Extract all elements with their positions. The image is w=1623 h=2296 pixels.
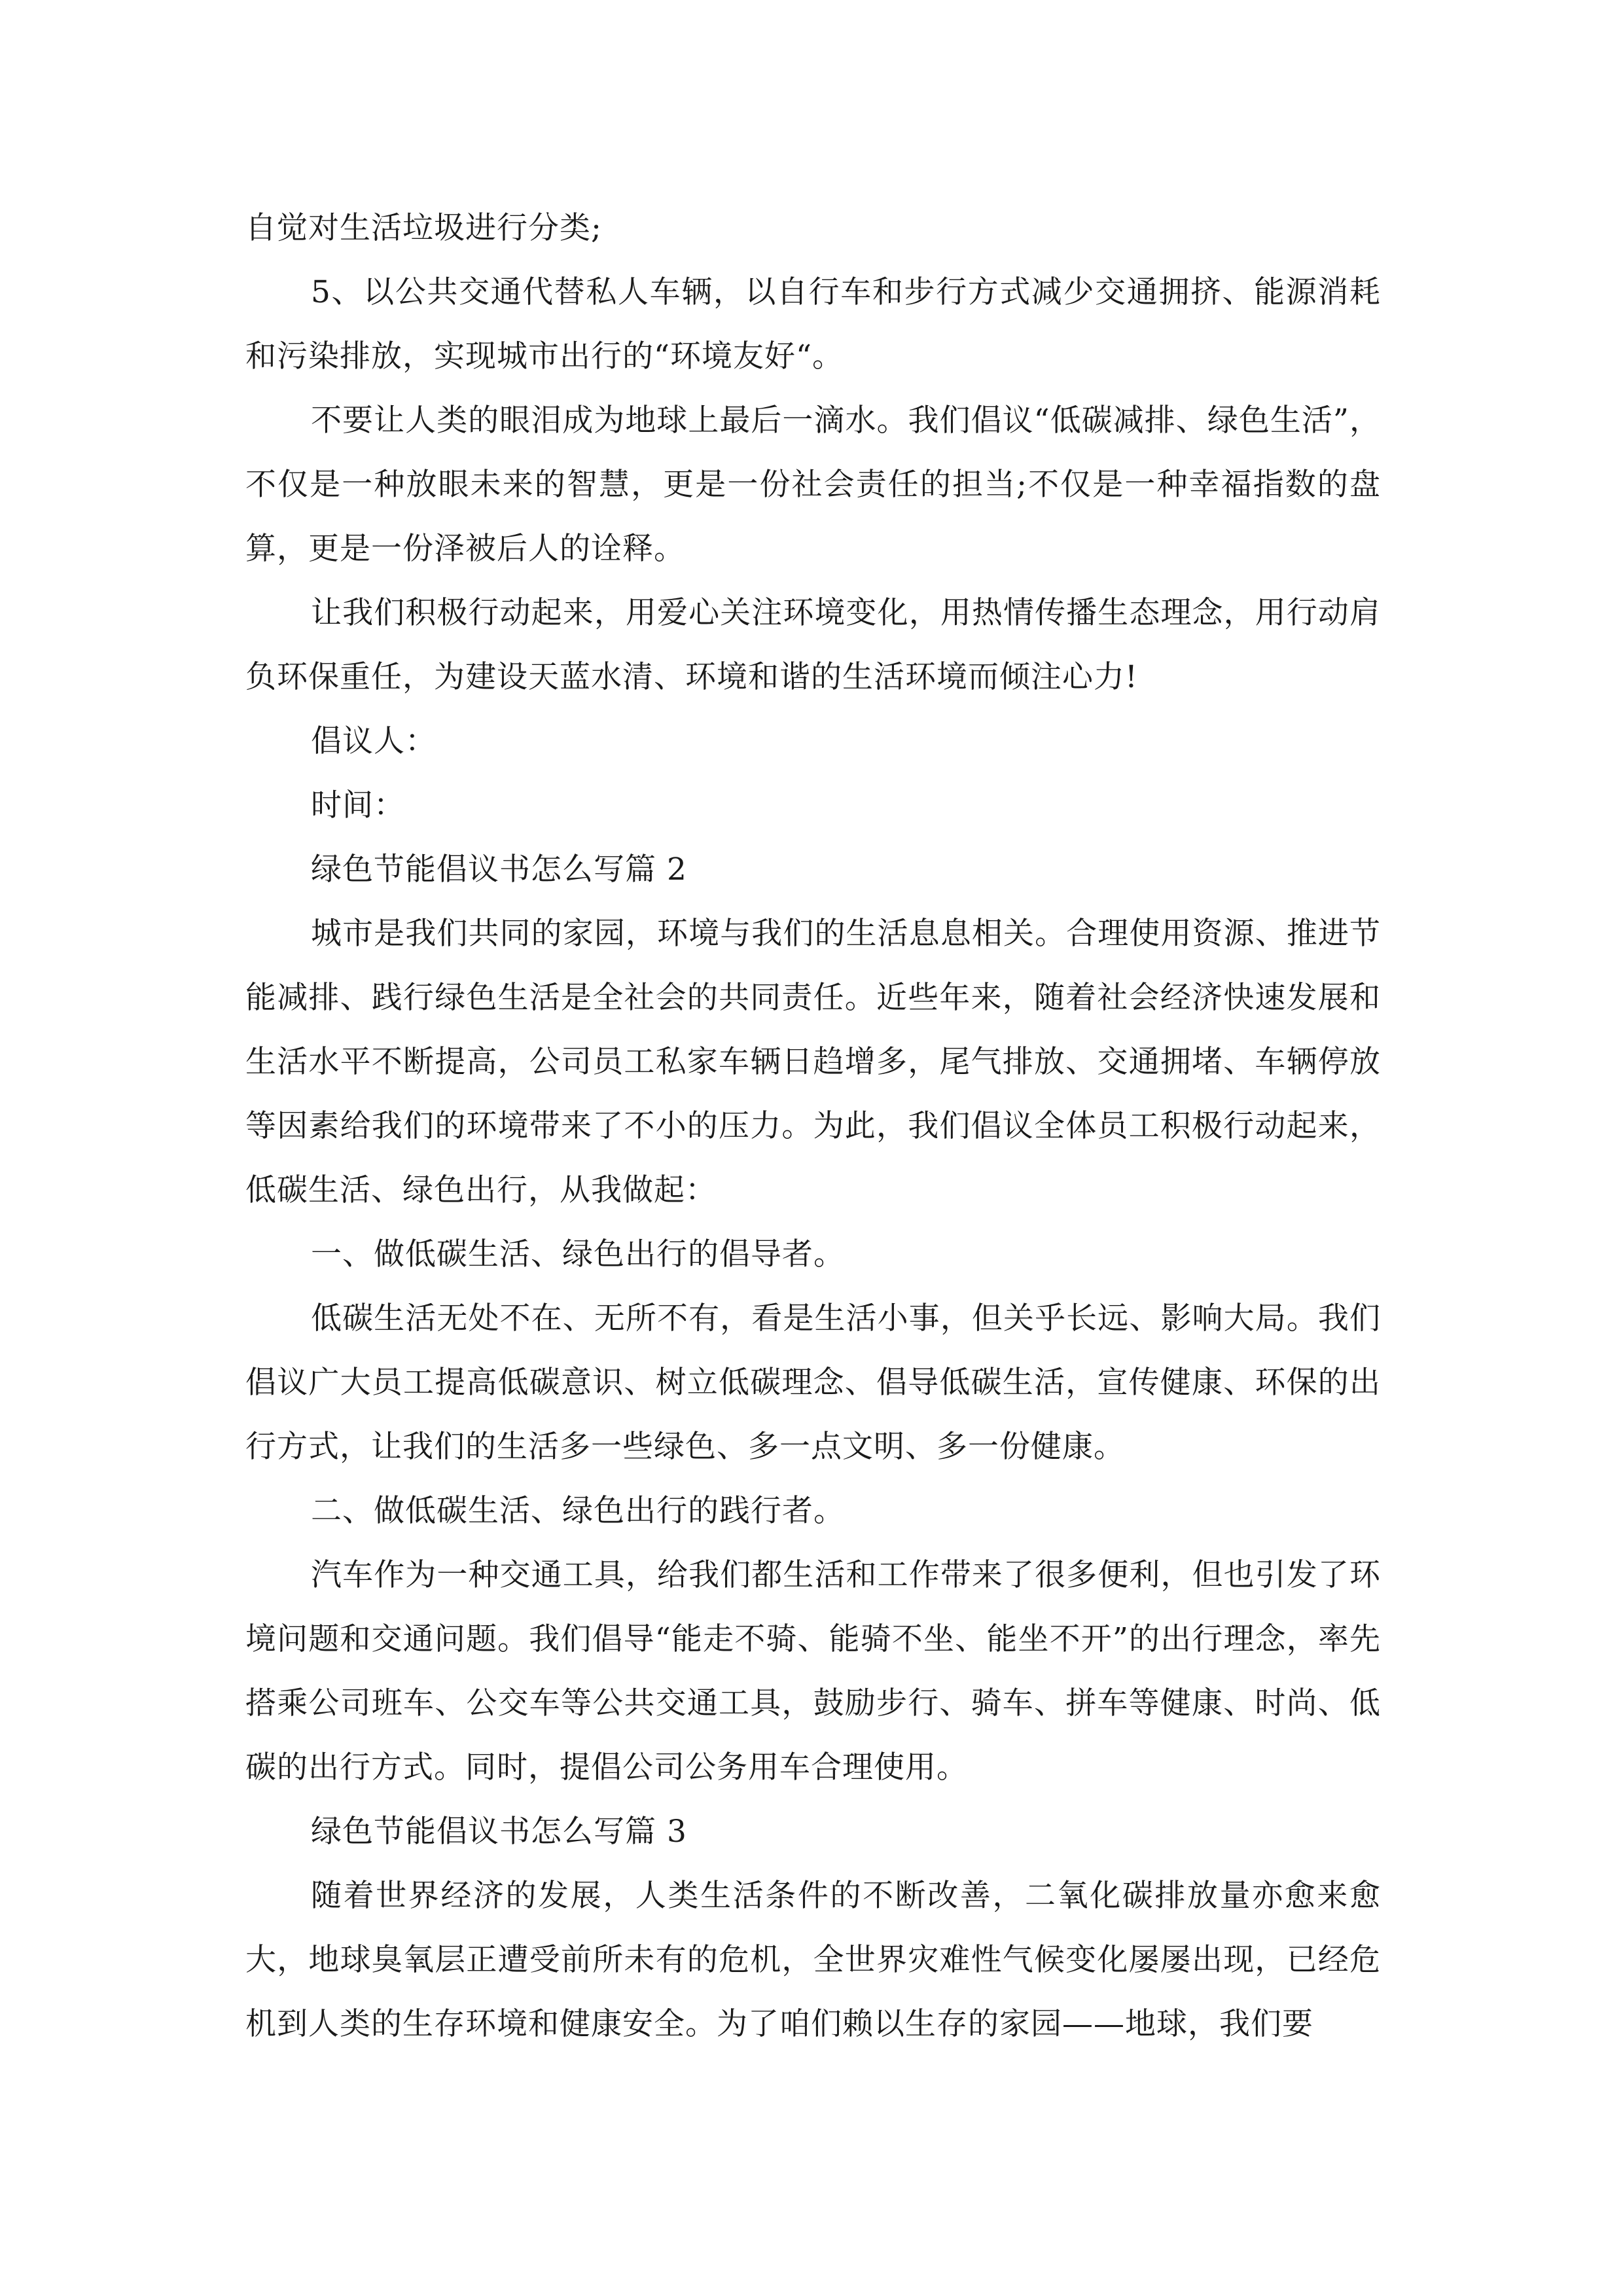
list-heading: 一、做低碳生活、绿色出行的倡导者。: [311, 1236, 845, 1272]
paragraph: 5、以公共交通代替私人车辆，以自行车和步行方式减少交通拥挤、能源消耗和污染排放，实现城市出行的“环境友好“。: [245, 274, 1381, 374]
paragraph: 让我们积极行动起来，用爱心关注环境变化，用热情传播生态理念，用行动肩负环保重任，为建设天蓝水清、环境和谐的生活环境而倾注心力!: [245, 595, 1381, 695]
section-heading: 绿色节能倡议书怎么写篇 2: [311, 852, 687, 888]
date-label: 时间：: [311, 787, 405, 823]
paragraph: 不要让人类的眼泪成为地球上最后一滴水。我们倡议“低碳减排、绿色生活”，不仅是一种放眼未来的智慧，更是一份社会责任的担当;不仅是一种幸福指数的盘算，更是一份泽被后人的诠释。: [245, 403, 1381, 567]
paragraph: 随着世界经济的发展，人类生活条件的不断改善，二氧化碳排放量亦愈来愈大，地球臭氧层正遭受前所未有的危机，全世界灾难性气候变化屡屡出现，已经危机到人类的生存环境和健康安全。为了咱们赖以生存的家园——地球，我们要: [245, 1878, 1381, 2042]
paragraph: 城市是我们共同的家园，环境与我们的生活息息相关。合理使用资源、推进节能减排、践行绿色生活是全社会的共同责任。近些年来，随着社会经济快速发展和生活水平不断提高，公司员工私家车辆日趋增多，尾气排放、交通拥堵、车辆停放等因素给我们的环境带来了不小的压力。为此，我们倡议全体员工积极行动起来，低碳生活、绿色出行，从我做起：: [245, 916, 1381, 1208]
list-heading: 二、做低碳生活、绿色出行的践行者。: [311, 1493, 845, 1529]
paragraph: 自觉对生活垃圾进行分类;: [245, 210, 602, 246]
section-heading: 绿色节能倡议书怎么写篇 3: [311, 1814, 687, 1850]
paragraph: 低碳生活无处不在、无所不有，看是生活小事，但关乎长远、影响大局。我们倡议广大员工提高低碳意识、树立低碳理念、倡导低碳生活，宣传健康、环保的出行方式，让我们的生活多一些绿色、多一点文明、多一份健康。: [245, 1300, 1381, 1465]
document-body: [245, 196, 1381, 2056]
signatory-label: 倡议人：: [311, 723, 437, 759]
paragraph: 汽车作为一种交通工具，给我们都生活和工作带来了很多便利，但也引发了环境问题和交通问题。我们倡导“能走不骑、能骑不坐、能坐不开”的出行理念，率先搭乘公司班车、公交车等公共交通工具，鼓励步行、骑车、拼车等健康、时尚、低碳的出行方式。同时，提倡公司公务用车合理使用。: [245, 1557, 1381, 1785]
